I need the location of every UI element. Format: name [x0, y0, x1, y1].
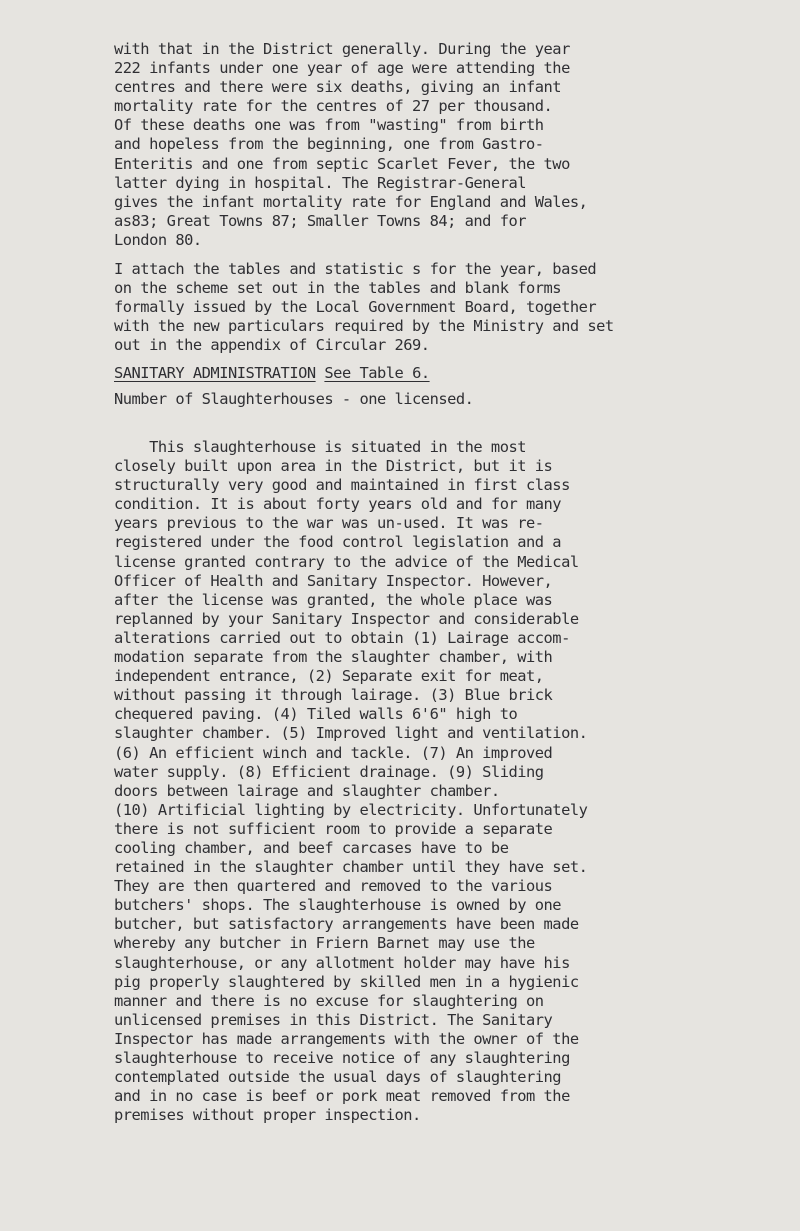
text-line: centres and there were six deaths, giving an infant: [114, 78, 562, 97]
text-line: with that in the District generally. During the year: [114, 40, 570, 58]
section-heading: SANITARY ADMINISTRATION: [114, 364, 316, 382]
text-line: out in the appendix of Circular 269.: [114, 336, 430, 355]
text-line: butchers' shops. The slaughterhouse is owned by one: [114, 896, 562, 915]
text-line: slaughterhouse, or any allotment holder may have his: [114, 953, 570, 972]
text-line: This slaughterhouse is situated in the most: [114, 438, 526, 456]
text-line: water supply. (8) Efficient drainage. (9) Sliding: [114, 762, 544, 781]
section-table-reference: See Table 6.: [324, 364, 430, 382]
text-line: formally issued by the Local Government Board, together: [114, 298, 597, 317]
infant-mortality-paragraph: [114, 40, 754, 250]
text-line: They are then quartered and removed to the various: [114, 877, 553, 896]
text-line: and hopeless from the beginning, one from Gastro-: [114, 135, 544, 154]
text-line: gives the infant mortality rate for England and Wales,: [114, 192, 588, 211]
text-line: mortality rate for the centres of 27 per thousand.: [114, 97, 553, 116]
text-line: there is not sufficient room to provide a separate: [114, 819, 553, 838]
text-line: replanned by your Sanitary Inspector and considerable: [114, 609, 579, 628]
text-line: slaughter chamber. (5) Improved light and ventilation.: [114, 724, 588, 743]
text-line: butcher, but satisfactory arrangements have been made: [114, 915, 579, 934]
text-line: latter dying in hospital. The Registrar-General: [114, 173, 526, 192]
text-line: Number of Slaughterhouses - one licensed.: [114, 390, 474, 408]
text-line: independent entrance, (2) Separate exit for meat,: [114, 667, 544, 686]
text-line: chequered paving. (4) Tiled walls 6'6" high to: [114, 705, 518, 724]
slaughterhouse-paragraph: [114, 438, 754, 1125]
section-heading-line: [114, 364, 754, 383]
text-line: unlicensed premises in this District. The Sanitary: [114, 1010, 553, 1029]
text-line: years previous to the war was un-used. It was re-: [114, 514, 544, 533]
text-line: 222 infants under one year of age were attending the: [114, 59, 570, 78]
text-line: premises without proper inspection.: [114, 1106, 421, 1125]
text-line: manner and there is no excuse for slaughtering on: [114, 991, 544, 1010]
tables-paragraph: [114, 260, 754, 355]
text-line: I attach the tables and statistic s for the year, based: [114, 260, 597, 278]
text-line: registered under the food control legislation and a: [114, 533, 562, 552]
text-line: London 80.: [114, 230, 202, 249]
slaughterhouse-count-line: [114, 390, 754, 409]
text-line: Of these deaths one was from "wasting" from birth: [114, 116, 544, 135]
text-line: Enteritis and one from septic Scarlet Fever, the two: [114, 154, 570, 173]
text-line: Officer of Health and Sanitary Inspector. However,: [114, 571, 553, 590]
text-line: modation separate from the slaughter chamber, with: [114, 648, 553, 667]
text-line: contemplated outside the usual days of slaughtering: [114, 1068, 562, 1087]
text-line: closely built upon area in the District, but it is: [114, 457, 553, 476]
text-line: Inspector has made arrangements with the owner of the: [114, 1029, 579, 1048]
text-line: whereby any butcher in Friern Barnet may use the: [114, 934, 535, 953]
text-line: with the new particulars required by the Ministry and set: [114, 317, 614, 336]
text-line: doors between lairage and slaughter chamber.: [114, 781, 500, 800]
text-line: cooling chamber, and beef carcases have to be: [114, 838, 509, 857]
text-line: and in no case is beef or pork meat removed from the: [114, 1087, 570, 1106]
text-line: (10) Artificial lighting by electricity. Unfortunately: [114, 800, 588, 819]
text-line: structurally very good and maintained in first class: [114, 476, 570, 495]
text-line: license granted contrary to the advice of the Medical: [114, 552, 579, 571]
text-line: as83; Great Towns 87; Smaller Towns 84; and for: [114, 211, 526, 230]
text-line: (6) An efficient winch and tackle. (7) An improved: [114, 743, 553, 762]
text-line: without passing it through lairage. (3) Blue brick: [114, 686, 553, 705]
text-line: alterations carried out to obtain (1) Lairage accom-: [114, 628, 570, 647]
text-line: on the scheme set out in the tables and blank forms: [114, 279, 562, 298]
text-line: condition. It is about forty years old and for many: [114, 495, 562, 514]
text-line: slaughterhouse to receive notice of any slaughtering: [114, 1049, 570, 1067]
text-line: pig properly slaughtered by skilled men in a hygienic: [114, 972, 579, 991]
text-line: retained in the slaughter chamber until they have set.: [114, 858, 588, 877]
text-line: after the license was granted, the whole place was: [114, 590, 553, 609]
